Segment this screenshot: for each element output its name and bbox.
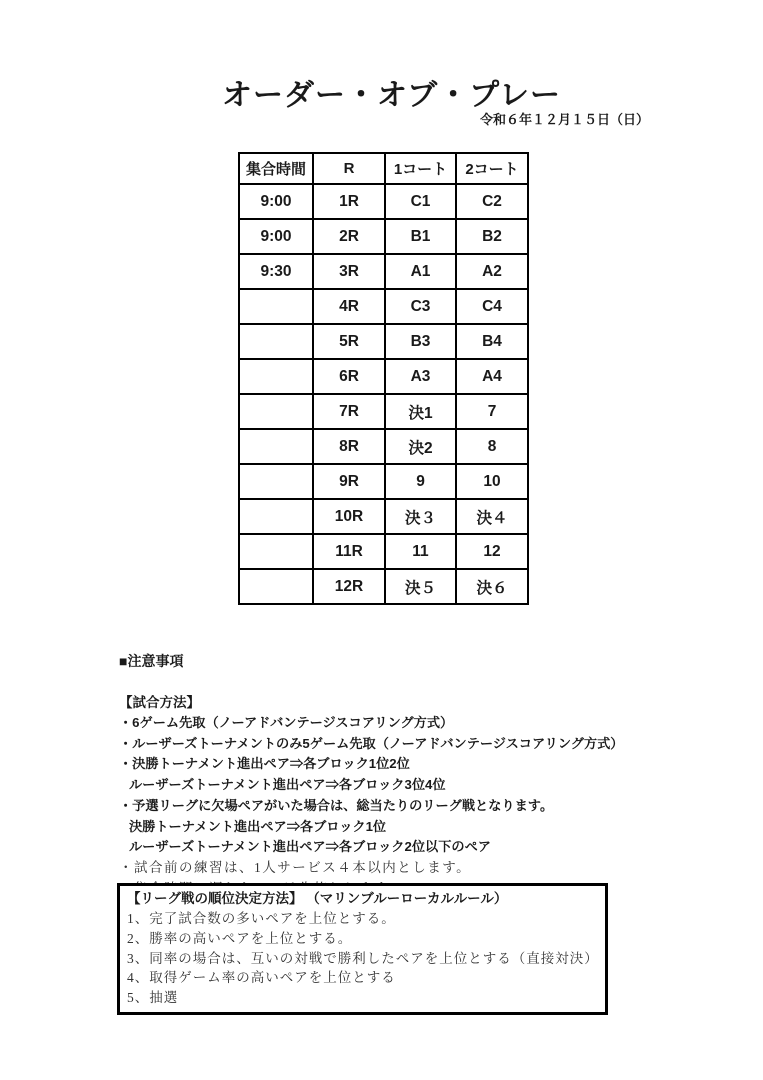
table-cell bbox=[239, 324, 313, 359]
table-cell bbox=[239, 359, 313, 394]
document-date: 令和６年１２月１５日（日） bbox=[479, 112, 649, 127]
table-cell bbox=[239, 429, 313, 464]
table-cell: 12 bbox=[456, 534, 528, 569]
table-cell: 11 bbox=[385, 534, 456, 569]
table-cell: 決３ bbox=[385, 499, 456, 534]
table-cell: C1 bbox=[385, 184, 456, 219]
table-header-cell: 1コート bbox=[385, 153, 456, 184]
table-cell: B2 bbox=[456, 219, 528, 254]
ranking-rule-item: 5、抽選 bbox=[127, 990, 179, 1006]
table-row bbox=[239, 429, 528, 464]
schedule-table bbox=[238, 152, 529, 605]
table-cell: 9:30 bbox=[239, 254, 313, 289]
table-cell: 7R bbox=[313, 394, 385, 429]
table-cell: 12R bbox=[313, 569, 385, 604]
note-line: ・6ゲーム先取（ノーアドバンテージスコアリング方式） bbox=[119, 715, 454, 730]
table-cell: 9 bbox=[385, 464, 456, 499]
table-cell: 8R bbox=[313, 429, 385, 464]
table-header-cell: 集合時間 bbox=[239, 153, 313, 184]
table-row bbox=[239, 324, 528, 359]
table-row bbox=[239, 394, 528, 429]
table-cell bbox=[239, 569, 313, 604]
table-cell: B3 bbox=[385, 324, 456, 359]
page-title: オーダー・オブ・プレー bbox=[222, 79, 561, 112]
note-line: ・予選リーグに欠場ペアがいた場合は、総当たりのリーグ戦となります。 bbox=[119, 797, 554, 813]
table-cell bbox=[239, 499, 313, 534]
table-header-row bbox=[239, 153, 528, 184]
table-cell: 決４ bbox=[456, 499, 528, 534]
table-cell: A1 bbox=[385, 254, 456, 289]
table-cell: 決2 bbox=[385, 429, 456, 464]
table-cell: 2R bbox=[313, 219, 385, 254]
note-line: ・ルーザーズトーナメントのみ5ゲーム先取（ノーアドバンテージスコアリング方式） bbox=[119, 735, 624, 751]
table-cell bbox=[239, 394, 313, 429]
table-row bbox=[239, 499, 528, 534]
match-rules-heading: 【試合方法】 bbox=[119, 695, 200, 710]
table-cell: 6R bbox=[313, 359, 385, 394]
table-cell: 4R bbox=[313, 289, 385, 324]
table-cell: 10R bbox=[313, 499, 385, 534]
table-row bbox=[239, 254, 528, 289]
table-cell: 9R bbox=[313, 464, 385, 499]
table-row bbox=[239, 359, 528, 394]
table-cell bbox=[239, 289, 313, 324]
table-row bbox=[239, 184, 528, 219]
table-cell: B4 bbox=[456, 324, 528, 359]
table-cell: 9:00 bbox=[239, 219, 313, 254]
table-row bbox=[239, 219, 528, 254]
table-cell: 11R bbox=[313, 534, 385, 569]
table-cell: 決1 bbox=[385, 394, 456, 429]
notes-section bbox=[119, 651, 659, 899]
table-cell: 決５ bbox=[385, 569, 456, 604]
table-row bbox=[239, 534, 528, 569]
table-cell bbox=[239, 534, 313, 569]
table-row bbox=[239, 464, 528, 499]
note-line: ルーザーズトーナメント進出ペア⇒各ブロック2位以下のペア bbox=[129, 839, 491, 855]
ranking-rule-item: 4、取得ゲーム率の高いペアを上位とする bbox=[127, 970, 396, 986]
table-cell: C3 bbox=[385, 289, 456, 324]
table-cell: 7 bbox=[456, 394, 528, 429]
table-cell bbox=[239, 464, 313, 499]
table-cell: 10 bbox=[456, 464, 528, 499]
note-line: ルーザーズトーナメント進出ペア⇒各ブロック3位4位 bbox=[129, 777, 446, 793]
table-cell: 1R bbox=[313, 184, 385, 219]
ranking-rules-box bbox=[117, 883, 608, 1015]
note-line: ・試合前の練習は、1人サービス４本以内とします。 bbox=[119, 859, 472, 875]
table-row bbox=[239, 569, 528, 604]
note-line: ・決勝トーナメント進出ペア⇒各ブロック1位2位 bbox=[119, 756, 410, 772]
table-cell: C2 bbox=[456, 184, 528, 219]
ranking-rules-heading: 【リーグ戦の順位決定方法】 （マリンブルーローカルルール） bbox=[127, 891, 508, 906]
table-cell: 3R bbox=[313, 254, 385, 289]
table-cell: B1 bbox=[385, 219, 456, 254]
table-cell: 9:00 bbox=[239, 184, 313, 219]
table-cell: 5R bbox=[313, 324, 385, 359]
table-cell: A3 bbox=[385, 359, 456, 394]
notes-heading: ■注意事項 bbox=[119, 653, 184, 669]
table-cell: A4 bbox=[456, 359, 528, 394]
table-cell: 8 bbox=[456, 429, 528, 464]
ranking-rule-item: 1、完了試合数の多いペアを上位とする。 bbox=[127, 911, 396, 926]
table-cell: A2 bbox=[456, 254, 528, 289]
table-cell: C4 bbox=[456, 289, 528, 324]
ranking-rule-item: 3、同率の場合は、互いの対戦で勝利したペアを上位とする（直接対決） bbox=[127, 950, 599, 966]
table-header-cell: 2コート bbox=[456, 153, 528, 184]
table-row bbox=[239, 289, 528, 324]
note-line: 決勝トーナメント進出ペア⇒各ブロック1位 bbox=[129, 818, 387, 834]
table-cell: 決６ bbox=[456, 569, 528, 604]
table-header-cell: R bbox=[313, 153, 385, 184]
ranking-rule-item: 2、勝率の高いペアを上位とする。 bbox=[127, 930, 353, 946]
